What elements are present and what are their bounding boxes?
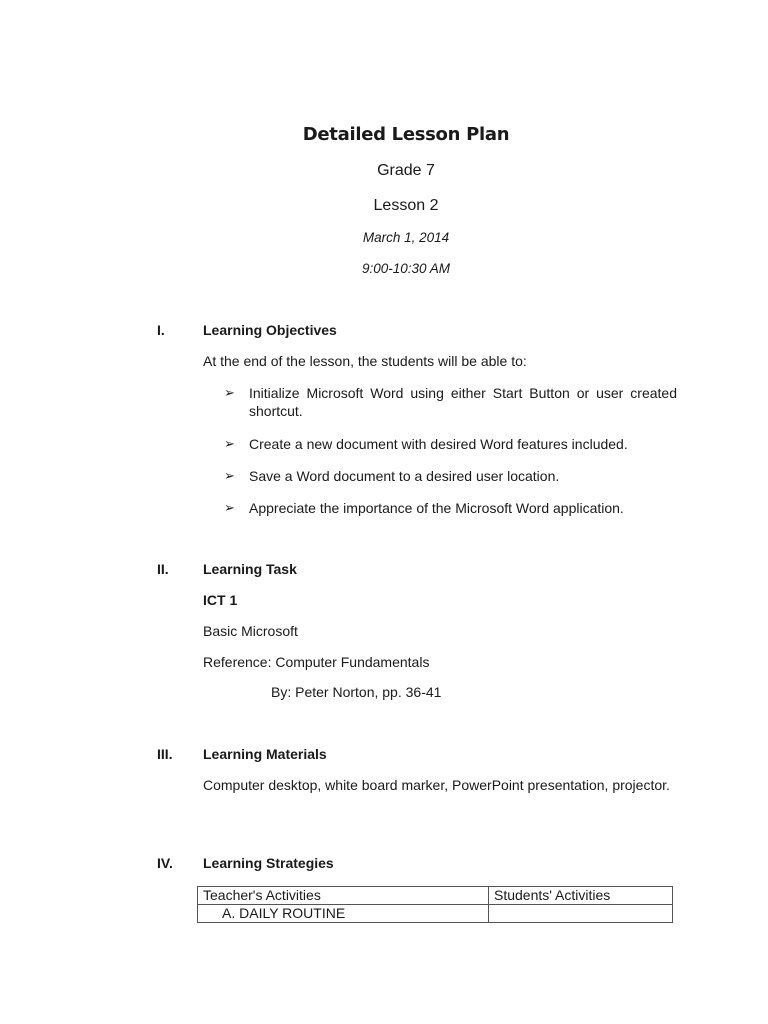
- task-reference: Reference: Computer Fundamentals: [203, 654, 430, 670]
- section-number-task: II.: [157, 561, 169, 577]
- section-heading-task: Learning Task: [203, 561, 297, 577]
- section-number-strategies: IV.: [157, 855, 173, 871]
- bullet-arrow-icon: ➢: [224, 500, 235, 515]
- section-heading-materials: Learning Materials: [203, 746, 327, 762]
- lesson-time: 9:00-10:30 AM: [361, 261, 451, 276]
- bullet-arrow-icon: ➢: [224, 468, 235, 483]
- objective-item: Initialize Microsoft Word using either Start Button or user created shortcut.: [249, 385, 677, 419]
- table-header-cell: Students' Activities: [489, 887, 673, 905]
- section-heading-objectives: Learning Objectives: [203, 322, 337, 338]
- bullet-arrow-icon: ➢: [224, 385, 235, 400]
- objective-item: Create a new document with desired Word features included.: [249, 436, 628, 452]
- section-heading-strategies: Learning Strategies: [203, 855, 334, 871]
- strategies-table: [197, 886, 673, 923]
- lesson-date: March 1, 2014: [362, 230, 450, 245]
- table-cell: A. DAILY ROUTINE: [198, 905, 489, 923]
- task-subject: ICT 1: [203, 592, 238, 608]
- materials-text: Computer desktop, white board marker, PowerPoint presentation, projector.: [203, 777, 670, 793]
- objectives-intro: At the end of the lesson, the students will be able to:: [203, 353, 527, 369]
- task-topic: Basic Microsoft: [203, 623, 298, 639]
- section-number-objectives: I.: [157, 322, 165, 338]
- bullet-arrow-icon: ➢: [224, 436, 235, 451]
- lesson-label: Lesson 2: [373, 197, 439, 214]
- table-row: [198, 905, 673, 923]
- grade-label: Grade 7: [377, 162, 435, 179]
- table-cell: [489, 905, 673, 923]
- table-header-row: [198, 887, 673, 905]
- objective-item: Save a Word document to a desired user location.: [249, 468, 560, 484]
- table-header-cell: Teacher's Activities: [198, 887, 489, 905]
- section-number-materials: III.: [157, 746, 173, 762]
- task-author: By: Peter Norton, pp. 36-41: [271, 684, 442, 700]
- objective-item: Appreciate the importance of the Microsoft Word application.: [249, 500, 624, 516]
- document-title: Detailed Lesson Plan: [302, 124, 510, 145]
